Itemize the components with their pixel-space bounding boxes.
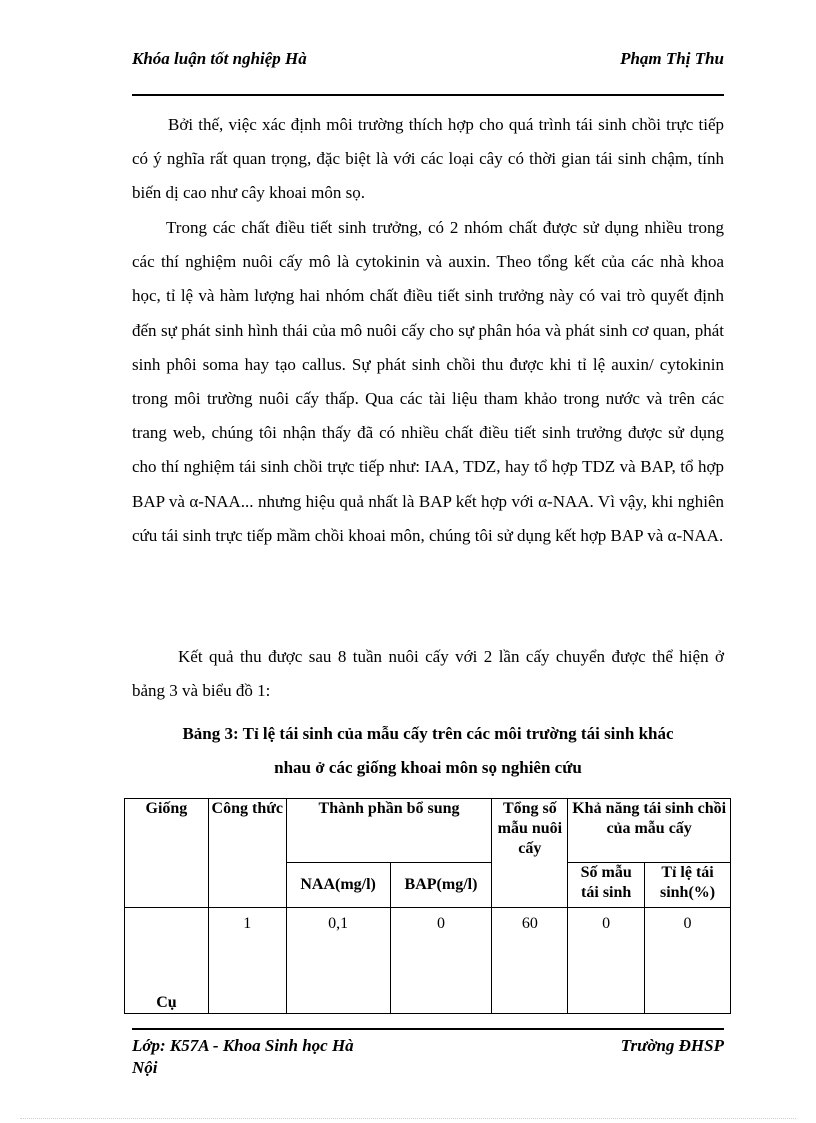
table-caption-line-1: Bảng 3: Tỉ lệ tái sinh của mẫu cấy trên các môi trường tái sinh khác: [182, 724, 674, 743]
page-footer: [132, 1028, 724, 1077]
table-row: [125, 908, 731, 1014]
header-variety: Giống: [125, 799, 209, 908]
paragraph-2: Trong các chất điều tiết sinh trưởng, có 2 nhóm chất được sử dụng nhiều trong các thí nghiệm nuôi cấy mô là cytokinin và auxin. Theo tổng kết của các nhà khoa học, tỉ lệ và hàm lượng hai nhóm chất điều tiết sinh trưởng này có vai trò quyết định đến sự phát sinh hình thái của mô nuôi cấy cho sự phân hóa và phát sinh cơ quan, phát sinh phôi soma hay tạo callus. Sự phát sinh chồi thu được khi tỉ lệ auxin/ cytokinin trong môi trường nuôi cấy thấp. Qua các tài liệu tham khảo trong nước và trên các trang web, chúng tôi nhận thấy đã có nhiều chất điều tiết sinh trưởng được sử dụng cho thí nghiệm tái sinh chồi trực tiếp như: IAA, TDZ, hay tổ hợp TDZ và BAP, tổ hợp BAP và α-NAA... nhưng hiệu quả nhất là BAP kết hợp với α-NAA. Vì vậy, khi nghiên cứu tái sinh trực tiếp mầm chồi khoai môn, chúng tôi sử dụng kết hợp BAP và α-NAA.: [132, 218, 724, 545]
header-formula: Công thức: [208, 799, 286, 908]
header-naa: NAA(mg/l): [286, 863, 390, 908]
cell-naa: 0,1: [286, 908, 390, 1014]
header-regen-ability: Khả năng tái sinh chồi của mẫu cấy: [568, 799, 731, 863]
header-bap: BAP(mg/l): [390, 863, 492, 908]
table-caption-line-2: nhau ở các giống khoai môn sọ nghiên cứu: [274, 758, 582, 777]
page-bottom-divider: [20, 1118, 796, 1119]
header-regen-rate: Tỉ lệ tái sinh(%): [645, 863, 731, 908]
header-author-name: Phạm Thị Thu: [620, 49, 724, 68]
page-header: [132, 48, 724, 96]
footer-class-info: Lớp: K57A - Khoa Sinh học Hà Nội: [132, 1036, 354, 1077]
paragraph-3: Kết quả thu được sau 8 tuần nuôi cấy với 2 lần cấy chuyển được thể hiện ở bảng 3 và biểu đồ 1:: [132, 647, 724, 701]
cell-regen-count: 0: [568, 908, 645, 1014]
footer-university: Trường ĐHSP: [620, 1036, 724, 1055]
table-header-row: [125, 799, 731, 863]
cell-formula: 1: [208, 908, 286, 1014]
header-regen-count: Số mẫu tái sinh: [568, 863, 645, 908]
cell-bap: 0: [390, 908, 492, 1014]
cell-total: 60: [492, 908, 568, 1014]
header-thesis-title: Khóa luận tốt nghiệp Hà: [132, 49, 307, 68]
cell-variety: Cụ: [125, 908, 209, 1014]
header-supplements: Thành phần bổ sung: [286, 799, 492, 863]
paragraph-1: Bởi thế, việc xác định môi trường thích hợp cho quá trình tái sinh chồi trực tiếp có ý nghĩa rất quan trọng, đặc biệt là với các loại cây có thời gian tái sinh chậm, tính biến dị cao như cây khoai môn sọ.: [132, 115, 724, 203]
regeneration-table: [124, 798, 731, 1014]
cell-regen-rate: 0: [645, 908, 731, 1014]
header-total-samples: Tổng số mẫu nuôi cấy: [492, 799, 568, 908]
